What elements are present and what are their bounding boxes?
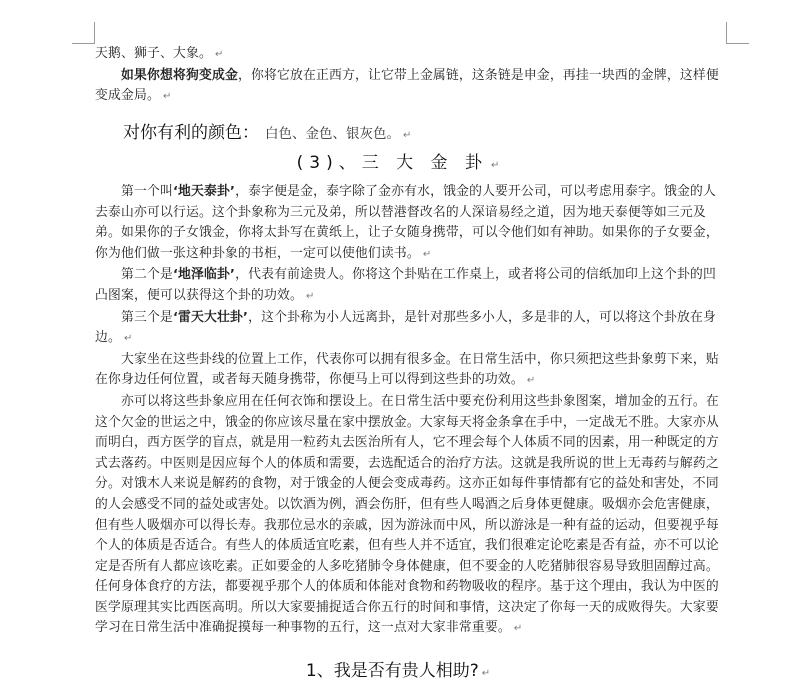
paragraph-mark: ↵ — [403, 130, 412, 141]
gua-term: ‘雷天大壮卦’ — [173, 309, 249, 325]
paragraph-mark: ↵ — [513, 623, 523, 635]
paragraph-mark: ↵ — [422, 248, 432, 260]
paragraph-gua3: 第三个是‘雷天大壮卦’，这个卦称为小人远离卦，是针对那些多小人，多是非的人，可以将这个卦放在身边。 ↵ — [95, 309, 716, 346]
paragraph-gua1: 第一个叫‘地天泰卦’，泰字便是金，泰字除了金亦有水，饿金的人要开公司，可以考虑用泰字。饿金的人去泰山亦可以行运。这个卦象称为三元及弟，所以替港督改名的人深谙易经之道，因为地天泰便等如三元及弟。如果你的子女饿金，你将太卦写在黄纸上，让子女随身携带，可以令他们如有神助。如果你的子女要金，你为他们做一张这种卦象的书柜，一定可以使他们读书。 ↵ — [95, 184, 719, 261]
gua-term: ‘地天泰卦’ — [173, 184, 236, 199]
crop-mark-top-left-vertical — [94, 22, 95, 44]
paragraph-mark: ↵ — [124, 333, 133, 345]
document-body-main — [95, 182, 727, 640]
paragraph-animals: 天鹅、狮子、大象。 ↵ — [95, 46, 224, 61]
paragraph-mark: ↵ — [305, 290, 315, 302]
favorable-colors-line — [123, 118, 411, 143]
crop-mark-top-left-horizontal — [72, 43, 95, 44]
paragraph-mark: ↵ — [481, 668, 491, 679]
colors-heading: 对你有利的颜色： — [123, 123, 259, 143]
colors-list: 白色、金色、银灰色。 — [265, 126, 400, 142]
paragraph-mark: ↵ — [490, 160, 500, 171]
bold-lead: 如果你想将狗变成金 — [121, 67, 238, 83]
paragraph-mark: ↵ — [214, 49, 224, 60]
crop-mark-top-right-vertical — [726, 22, 727, 44]
paragraph-apply: 亦可以将这些卦象应用在任何衣饰和摆设上。在日常生活中要充份利用这些卦象图案，增加金的五行。在这个欠金的世运之中，饿金的你应该尽量在家中摆放金。大家每天将金条拿在手中，一定战无不胜。大家亦从而明白，西方医学的盲点，就是用一粒药丸去医治所有人，它不理会每个人体质不同的因素，用一种既定的方式去落药。中医则是因应每个人的体质和需要，去选配适合的治疗方法。这就是我所说的世上无毒药与解药之分。对饿木人来说是解药的食物，对于饿金的人便会变成毒药。这亦正如每件事情都有它的益处和害处，不同的人会感受不同的益处或害处。以饮酒为例，酒会伤肝，但有些人喝酒之后身体更健康。吸烟亦会危害健康，但有些人吸烟亦可以得长寿。我那位忌水的亲戚，因为游泳而中风，所以游泳是一种有益的运动，但要视乎每个人的体质是否适合。有些人的体质适宜吃素，但有些人并不适宜，我们很难定论吃素是否有益，亦不可以论定是否所有人都应该吃素。正如要金的人多吃猪肺令身体健康，但不要金的人吃猪肺很容易导致胆固醇过高。任何身体食疗的方法，都要视乎那个人的体质和体能对食物和药物吸收的程序。基于这个理由，我认为中医的医学原理其实比西医高明。所以大家要捕捉适合你五行的时间和事情，这决定了你每一天的成败得失。大家要学习在日常生活中准确捉摸每一种事物的五行，这一点对大家非常重要。 ↵ — [95, 393, 719, 636]
paragraph-gua2: 第二个是‘地泽临卦’，代表有前途贵人。你将这个卦贴在工作桌上，或者将公司的信纸加印上这个卦的凹凸图案，便可以获得这个卦的功效。 ↵ — [95, 267, 717, 303]
paragraph-sit: 大家坐在这些卦线的位置上工作，代表你可以拥有很多金。在日常生活中，你只须把这些卦象剪下来，贴在你身边任何位置，或者每天随身携带，你便马上可以得到这些卦的功效。 ↵ — [95, 351, 719, 388]
paragraph-dog: 如果你想将狗变成金，你将它放在正西方，让它带上金属链，这条链是申金，再挂一块西的金牌，这样便变成金局。 ↵ — [95, 67, 719, 104]
question-heading: 1、我是否有贵人相助? ↵ — [305, 661, 491, 681]
paragraph-mark: ↵ — [162, 91, 172, 103]
section-title: (3)、三 大 金 卦 ↵ — [296, 153, 500, 173]
paragraph-mark: ↵ — [526, 375, 536, 387]
document-body-top — [95, 44, 727, 108]
crop-mark-top-right-horizontal — [726, 43, 749, 44]
gua-term: ‘地泽临卦’ — [173, 267, 236, 283]
